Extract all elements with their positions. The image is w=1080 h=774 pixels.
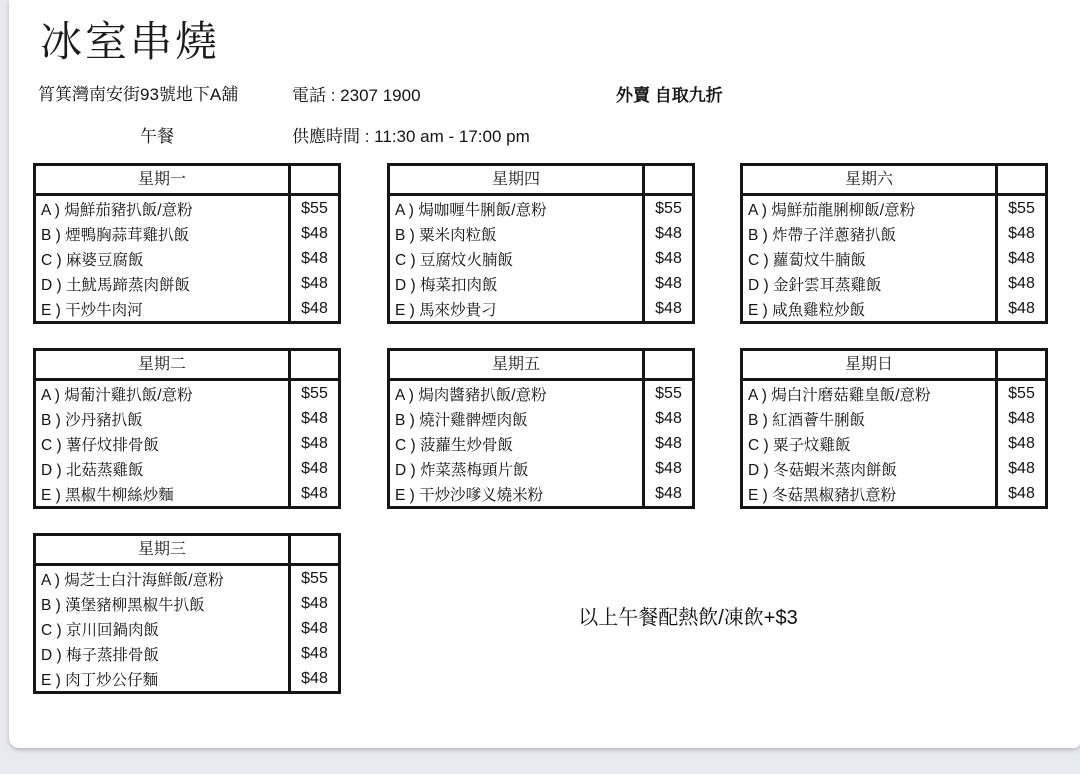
menu-item-label: D ) 金針雲耳蒸雞飯 [748, 276, 882, 294]
menu-item-row [390, 196, 692, 221]
menu-item-row [743, 246, 1045, 271]
menu-item-label: B ) 紅酒薈牛脷飯 [748, 411, 866, 429]
menu-item-price: $48 [642, 246, 692, 271]
menu-item-price: $48 [288, 406, 338, 431]
day-table-body [390, 196, 692, 321]
menu-item-price: $55 [995, 381, 1045, 406]
menu-item-price: $55 [288, 566, 338, 591]
menu-item-label: A ) 焗白汁磨菇雞皇飯/意粉 [748, 386, 931, 404]
day-header-label: 星期日 [844, 356, 893, 373]
menu-item-row [390, 221, 692, 246]
menu-item-row [743, 406, 1045, 431]
menu-item-price: $48 [642, 296, 692, 321]
price-column-header [995, 166, 1045, 193]
menu-item-label: C ) 豆腐炆火腩飯 [395, 251, 513, 269]
menu-item-row [36, 246, 338, 271]
menu-item-row [743, 456, 1045, 481]
menu-item-label: D ) 梅子蒸排骨飯 [41, 646, 159, 664]
day-table-body [743, 381, 1045, 506]
menu-item-price: $48 [288, 481, 338, 506]
menu-item-row [390, 431, 692, 456]
day-table-body [36, 566, 338, 691]
price-column-header [288, 166, 338, 193]
menu-item-row [36, 406, 338, 431]
menu-item-price: $48 [995, 296, 1045, 321]
menu-item-label: D ) 土魷馬蹄蒸肉餅飯 [41, 276, 190, 294]
menu-item-label: C ) 薯仔炆排骨飯 [41, 436, 159, 454]
serving-hours: 供應時間 : 11:30 am - 17:00 pm [292, 127, 530, 146]
day-menu-table [33, 163, 341, 324]
menu-item-row [743, 221, 1045, 246]
menu-item-label: D ) 梅菜扣肉飯 [395, 276, 498, 294]
menu-item-row [743, 381, 1045, 406]
menu-item-row [36, 381, 338, 406]
day-header-label: 星期一 [137, 171, 186, 188]
menu-item-price: $48 [642, 431, 692, 456]
menu-item-row [36, 271, 338, 296]
menu-item-label: B ) 煙鴨胸蒜茸雞扒飯 [41, 226, 190, 244]
takeaway-discount-note: 外賣 自取九折 [616, 86, 723, 105]
menu-item-row [743, 271, 1045, 296]
day-table-header [390, 166, 692, 196]
menu-item-price: $48 [288, 666, 338, 691]
day-menu-table [33, 348, 341, 509]
menu-item-price: $48 [288, 591, 338, 616]
menu-item-label: B ) 漢堡豬柳黑椒牛扒飯 [41, 596, 205, 614]
menu-item-price: $55 [288, 381, 338, 406]
price-column-header [288, 351, 338, 378]
day-menu-table [33, 533, 341, 694]
menu-item-label: D ) 北菇蒸雞飯 [41, 461, 144, 479]
menu-item-row [36, 196, 338, 221]
menu-item-row [36, 641, 338, 666]
menu-item-price: $48 [642, 271, 692, 296]
menu-item-row [390, 481, 692, 506]
menu-item-row [36, 591, 338, 616]
menu-item-label: E ) 黑椒牛柳絲炒麵 [41, 486, 174, 504]
menu-item-row [390, 296, 692, 321]
menu-item-label: A ) 焗肉醬豬扒飯/意粉 [395, 386, 547, 404]
day-table-header [36, 166, 338, 196]
menu-item-row [390, 406, 692, 431]
menu-item-price: $48 [995, 246, 1045, 271]
restaurant-title: 冰室串燒 [40, 18, 221, 65]
menu-item-label: B ) 沙丹豬扒飯 [41, 411, 143, 429]
day-table-header [390, 351, 692, 381]
menu-item-price: $55 [995, 196, 1045, 221]
day-table-header [743, 351, 1045, 381]
menu-item-row [743, 196, 1045, 221]
menu-item-label: D ) 冬菇蝦米蒸肉餅飯 [748, 461, 897, 479]
menu-item-price: $48 [288, 221, 338, 246]
menu-item-label: E ) 干炒牛肉河 [41, 301, 143, 319]
menu-item-price: $48 [642, 406, 692, 431]
menu-item-price: $55 [642, 196, 692, 221]
day-table-body [390, 381, 692, 506]
menu-item-price: $48 [288, 641, 338, 666]
menu-item-row [743, 431, 1045, 456]
day-header-label: 星期三 [137, 541, 186, 558]
menu-item-label: E ) 咸魚雞粒炒飯 [748, 301, 866, 319]
day-table-header [36, 351, 338, 381]
menu-item-price: $48 [288, 431, 338, 456]
day-header-label: 星期五 [491, 356, 540, 373]
menu-item-row [36, 616, 338, 641]
day-menu-table [740, 163, 1048, 324]
menu-item-label: E ) 肉丁炒公仔麵 [41, 671, 159, 689]
menu-item-price: $48 [642, 481, 692, 506]
day-table-body [743, 196, 1045, 321]
menu-item-price: $48 [288, 296, 338, 321]
menu-item-price: $55 [288, 196, 338, 221]
menu-item-price: $48 [288, 271, 338, 296]
price-column-header [995, 351, 1045, 378]
menu-item-label: E ) 馬來炒貴刁 [395, 301, 497, 319]
drinks-surcharge-note: 以上午餐配熱飲/凍飲+$3 [578, 607, 798, 629]
menu-item-price: $48 [642, 456, 692, 481]
menu-item-label: E ) 干炒沙嗲义燒米粉 [395, 486, 544, 504]
menu-item-price: $48 [288, 246, 338, 271]
menu-item-label: B ) 粟米肉粒飯 [395, 226, 497, 244]
menu-item-price: $48 [995, 456, 1045, 481]
restaurant-address: 筲箕灣南安街93號地下A舖 [38, 85, 239, 104]
menu-item-row [390, 456, 692, 481]
day-header-label: 星期六 [844, 171, 893, 188]
day-header-label: 星期四 [491, 171, 540, 188]
menu-item-price: $48 [288, 616, 338, 641]
menu-item-label: A ) 焗鮮茄豬扒飯/意粉 [41, 201, 193, 219]
menu-item-row [36, 456, 338, 481]
menu-item-label: E ) 冬菇黑椒豬扒意粉 [748, 486, 897, 504]
menu-item-price: $48 [995, 406, 1045, 431]
day-table-header [743, 166, 1045, 196]
menu-item-row [36, 666, 338, 691]
price-column-header [642, 351, 692, 378]
day-menu-table [387, 348, 695, 509]
menu-item-row [390, 246, 692, 271]
menu-item-row [36, 221, 338, 246]
menu-item-row [36, 481, 338, 506]
menu-item-price: $48 [995, 271, 1045, 296]
menu-item-row [743, 296, 1045, 321]
day-header-label: 星期二 [137, 356, 186, 373]
menu-item-price: $48 [642, 221, 692, 246]
menu-item-row [390, 271, 692, 296]
menu-item-label: C ) 蘿蔔炆牛腩飯 [748, 251, 866, 269]
phone-number: 電話 : 2307 1900 [292, 86, 421, 105]
day-menu-table [740, 348, 1048, 509]
menu-item-label: A ) 焗葡汁雞扒飯/意粉 [41, 386, 193, 404]
menu-item-price: $48 [995, 481, 1045, 506]
menu-item-label: D ) 炸菜蒸梅頭片飯 [395, 461, 529, 479]
day-table-body [36, 381, 338, 506]
menu-item-label: B ) 燒汁雞髀煙肉飯 [395, 411, 528, 429]
menu-item-row [743, 481, 1045, 506]
menu-item-row [390, 381, 692, 406]
menu-item-price: $48 [995, 431, 1045, 456]
price-column-header [288, 536, 338, 563]
meal-label: 午餐 [140, 127, 174, 146]
menu-item-price: $48 [288, 456, 338, 481]
menu-item-label: C ) 菠蘿生炒骨飯 [395, 436, 513, 454]
menu-item-row [36, 296, 338, 321]
menu-item-label: A ) 焗鮮茄龍脷柳飯/意粉 [748, 201, 916, 219]
menu-item-label: A ) 焗咖喱牛脷飯/意粉 [395, 201, 547, 219]
price-column-header [642, 166, 692, 193]
menu-item-label: C ) 麻婆豆腐飯 [41, 251, 144, 269]
day-table-header [36, 536, 338, 566]
menu-item-row [36, 566, 338, 591]
menu-item-label: B ) 炸帶子洋蔥豬扒飯 [748, 226, 897, 244]
menu-item-label: C ) 京川回鍋肉飯 [41, 621, 159, 639]
menu-item-price: $55 [642, 381, 692, 406]
day-menu-table [387, 163, 695, 324]
day-table-body [36, 196, 338, 321]
menu-item-price: $48 [995, 221, 1045, 246]
menu-item-label: A ) 焗芝士白汁海鮮飯/意粉 [41, 571, 224, 589]
menu-item-row [36, 431, 338, 456]
menu-item-label: C ) 粟子炆雞飯 [748, 436, 851, 454]
